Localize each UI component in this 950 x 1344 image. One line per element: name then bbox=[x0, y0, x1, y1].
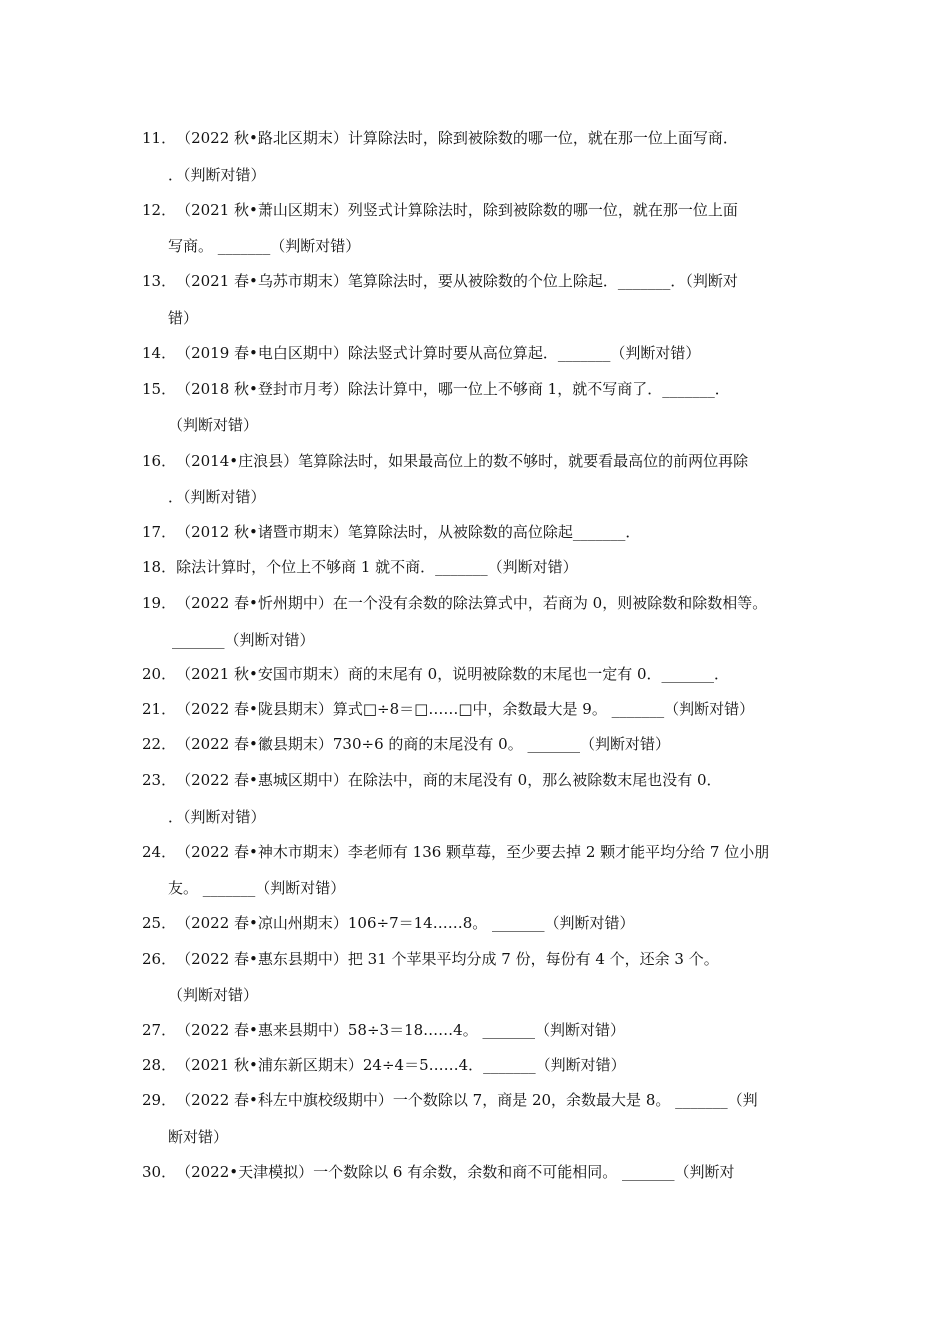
question-12 bbox=[142, 200, 738, 220]
question-text: （2022 春•惠东县期中）把 31 个苹果平均分成 7 份，每份有 4 个，还余 3 个。 bbox=[176, 950, 719, 968]
question-text: （2021 秋•浦东新区期末）24÷4＝5……4．_______（判断对错） bbox=[176, 1056, 626, 1074]
question-19-continued: _______（判断对错） bbox=[172, 631, 315, 649]
question-23 bbox=[142, 770, 722, 790]
question-13-continued: 错） bbox=[168, 309, 199, 327]
question-25 bbox=[142, 913, 635, 933]
question-number: 30． bbox=[142, 1163, 177, 1181]
question-18 bbox=[142, 557, 578, 577]
question-number: 21． bbox=[142, 700, 177, 718]
question-28 bbox=[142, 1055, 626, 1075]
question-number: 28． bbox=[142, 1056, 177, 1074]
question-number: 15． bbox=[142, 380, 177, 398]
question-22 bbox=[142, 734, 670, 754]
question-15 bbox=[142, 379, 730, 399]
question-text: （2022 春•忻州期中）在一个没有余数的除法算式中，若商为 0，则被除数和除数相等。 bbox=[176, 594, 768, 612]
question-text: （2018 秋•登封市月考）除法计算中，哪一位上不够商 1，就不写商了．_______． bbox=[176, 380, 730, 398]
question-number: 12． bbox=[142, 201, 177, 219]
question-29 bbox=[142, 1090, 758, 1110]
question-16-continued: ．（判断对错） bbox=[168, 488, 266, 506]
question-text: （2014•庄浪县）笔算除法时，如果最高位上的数不够时，就要看最高位的前两位再除 bbox=[176, 452, 749, 470]
question-number: 29． bbox=[142, 1091, 177, 1109]
question-number: 20． bbox=[142, 665, 177, 683]
question-text: （2021 春•乌苏市期末）笔算除法时，要从被除数的个位上除起．_______．（判断对 bbox=[176, 272, 738, 290]
question-text: （2022 春•陇县期末）算式□÷8＝□……□中，余数最大是 9。 _______（判断对错） bbox=[176, 700, 755, 718]
question-11-continued: ．（判断对错） bbox=[168, 166, 266, 184]
question-number: 25． bbox=[142, 914, 177, 932]
question-text: （2022•天津模拟）一个数除以 6 有余数，余数和商不可能相同。 _______（判断对 bbox=[176, 1163, 735, 1181]
question-26 bbox=[142, 949, 719, 969]
question-11 bbox=[142, 128, 738, 148]
question-text: （2022 春•凉山州期末）106÷7＝14……8。 _______（判断对错） bbox=[176, 914, 635, 932]
question-text: （2022 春•徽县期末）730÷6 的商的末尾没有 0。 _______（判断对错） bbox=[176, 735, 670, 753]
question-23-continued: ．（判断对错） bbox=[168, 808, 266, 826]
question-30 bbox=[142, 1162, 734, 1182]
question-number: 17． bbox=[142, 523, 177, 541]
question-number: 27． bbox=[142, 1021, 177, 1039]
question-number: 19． bbox=[142, 594, 177, 612]
question-number: 14． bbox=[142, 344, 177, 362]
question-text: （2021 秋•萧山区期末）列竖式计算除法时，除到被除数的哪一位，就在那一位上面 bbox=[176, 201, 738, 219]
question-27 bbox=[142, 1020, 625, 1040]
question-text: 除法计算时，个位上不够商 1 就不商．_______（判断对错） bbox=[176, 558, 578, 576]
question-number: 16． bbox=[142, 452, 177, 470]
question-text: （2022 春•神木市期末）李老师有 136 颗草莓，至少要去掉 2 颗才能平均分给 7 位小朋 bbox=[176, 843, 770, 861]
question-12-continued: 写商。 _______（判断对错） bbox=[168, 237, 361, 255]
question-24-continued: 友。 _______（判断对错） bbox=[168, 879, 346, 897]
question-number: 23． bbox=[142, 771, 177, 789]
question-24 bbox=[142, 842, 769, 862]
question-number: 24． bbox=[142, 843, 177, 861]
question-14 bbox=[142, 343, 700, 363]
question-number: 18． bbox=[142, 558, 177, 576]
question-text: （2022 秋•路北区期末）计算除法时，除到被除数的哪一位，就在那一位上面写商． bbox=[176, 129, 738, 147]
question-21 bbox=[142, 699, 754, 719]
question-13 bbox=[142, 271, 738, 291]
question-text: （2022 春•科左中旗校级期中）一个数除以 7，商是 20，余数最大是 8。 _______（判 bbox=[176, 1091, 758, 1109]
question-20 bbox=[142, 664, 729, 684]
question-text: （2021 秋•安国市期末）商的末尾有 0，说明被除数的末尾也一定有 0．_______． bbox=[176, 665, 730, 683]
question-number: 22． bbox=[142, 735, 177, 753]
question-text: （2019 春•电白区期中）除法竖式计算时要从高位算起．_______（判断对错） bbox=[176, 344, 701, 362]
question-text: （2022 春•惠城区期中）在除法中，商的末尾没有 0，那么被除数末尾也没有 0． bbox=[176, 771, 722, 789]
question-29-continued: 断对错） bbox=[168, 1128, 229, 1146]
question-17 bbox=[142, 522, 640, 542]
question-number: 13． bbox=[142, 272, 177, 290]
question-16 bbox=[142, 451, 748, 471]
question-number: 26． bbox=[142, 950, 177, 968]
question-text: （2022 春•惠来县期中）58÷3＝18……4。 _______（判断对错） bbox=[176, 1021, 625, 1039]
question-26-continued: （判断对错） bbox=[168, 986, 259, 1004]
question-number: 11． bbox=[142, 129, 177, 147]
question-15-continued: （判断对错） bbox=[168, 416, 259, 434]
question-text: （2012 秋•诸暨市期末）笔算除法时，从被除数的高位除起_______． bbox=[176, 523, 641, 541]
question-19 bbox=[142, 593, 767, 613]
